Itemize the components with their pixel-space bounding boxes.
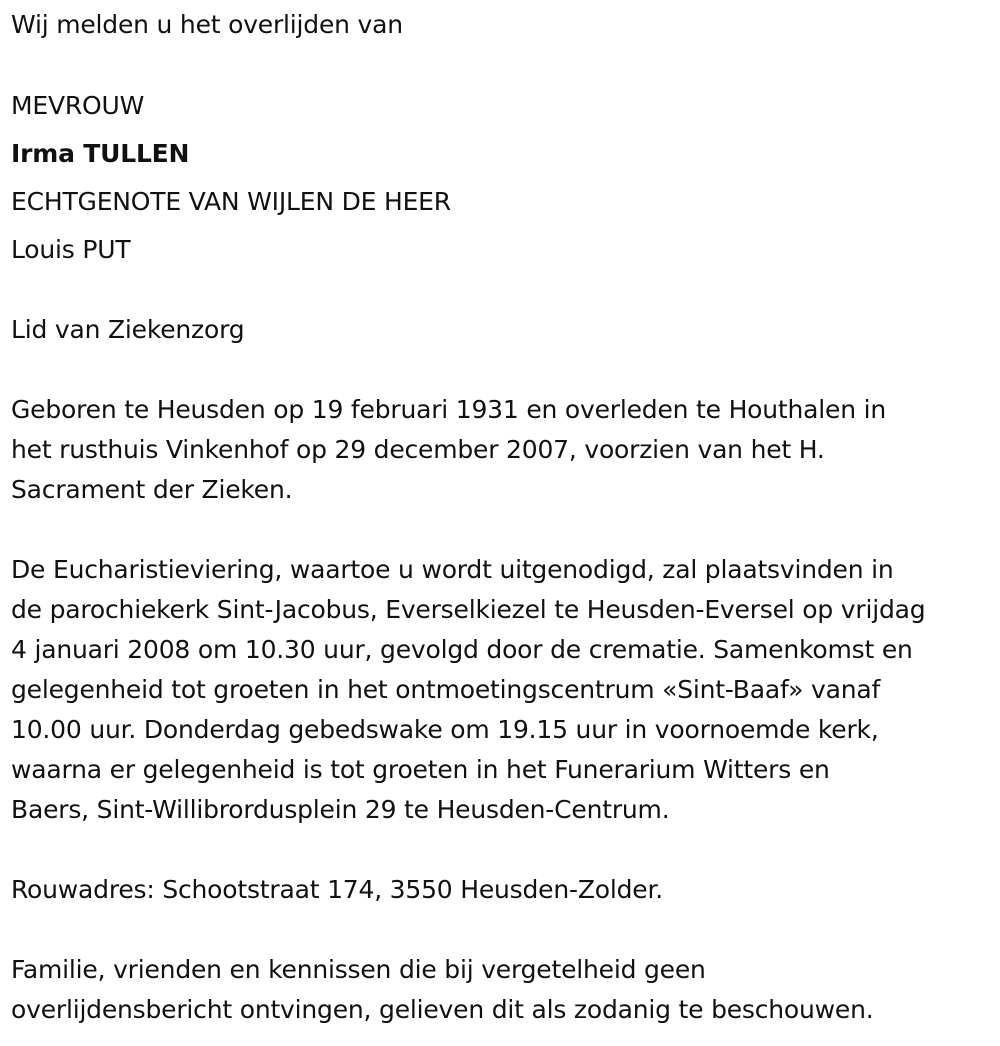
closing-paragraph — [11, 950, 874, 1030]
membership-text: Lid van Ziekenzorg — [11, 315, 245, 344]
deceased-name: Irma TULLEN — [11, 139, 190, 168]
deceased-title: MEVROUW — [11, 91, 145, 120]
paragraph-line: Sacrament der Zieken. — [11, 475, 293, 504]
birth-death-paragraph — [11, 390, 886, 510]
paragraph-line: Familie, vrienden en kennissen die bij vergetelheid geen — [11, 955, 706, 984]
paragraph-line: De Eucharistieviering, waartoe u wordt uitgenodigd, zal plaatsvinden in — [11, 555, 894, 584]
deceased-block — [11, 82, 451, 274]
paragraph-line: 4 januari 2008 om 10.30 uur, gevolgd door de crematie. Samenkomst en — [11, 635, 913, 664]
paragraph-line: waarna er gelegenheid is tot groeten in het Funerarium Witters en — [11, 755, 830, 784]
spouse-title: ECHTGENOTE VAN WIJLEN DE HEER — [11, 187, 451, 216]
paragraph-line: de parochiekerk Sint-Jacobus, Everselkiezel te Heusden-Eversel op vrijdag — [11, 595, 926, 624]
spouse-name: Louis PUT — [11, 235, 131, 264]
address-text: Rouwadres: Schootstraat 174, 3550 Heusden-Zolder. — [11, 875, 663, 904]
paragraph-line: gelegenheid tot groeten in het ontmoetingscentrum «Sint-Baaf» vanaf — [11, 675, 881, 704]
paragraph-line: Baers, Sint-Willibrordusplein 29 te Heusden-Centrum. — [11, 795, 670, 824]
ceremony-paragraph — [11, 550, 925, 830]
paragraph-line: 10.00 uur. Donderdag gebedswake om 19.15 uur in voornoemde kerk, — [11, 715, 879, 744]
paragraph-line: overlijdensbericht ontvingen, gelieven dit als zodanig te beschouwen. — [11, 995, 874, 1024]
intro-text: Wij melden u het overlijden van — [11, 10, 403, 39]
paragraph-line: het rusthuis Vinkenhof op 29 december 2007, voorzien van het H. — [11, 435, 825, 464]
paragraph-line: Geboren te Heusden op 19 februari 1931 en overleden te Houthalen in — [11, 395, 886, 424]
